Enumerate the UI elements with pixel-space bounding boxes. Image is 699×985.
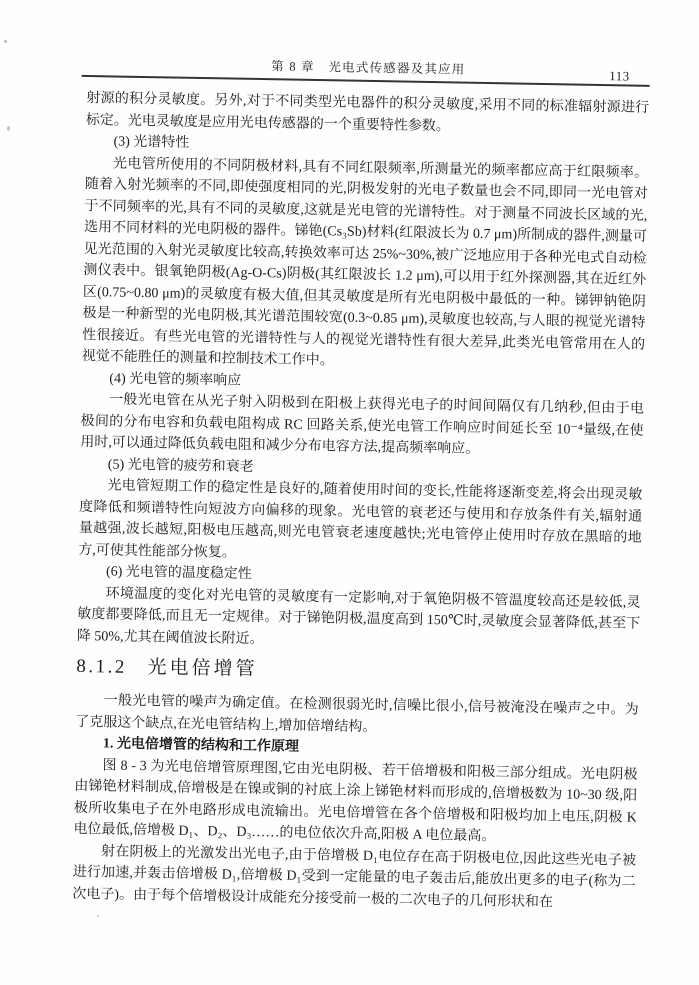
body-text	[72, 88, 649, 915]
body-paragraph: 射在阴极上的光激发出光电子,由于倍增极 D₁电位存在高于阴极电位,因此这些光电子被进行加速,并轰击倍增极 D₁,倍增极 D₁受到一定能量的电子轰击后,能放出更多的电子(称为二次电子)。由于每个倍增极设计成能充分接受前一极的二次电子的几何形状和在	[72, 843, 637, 910]
body-paragraph: 环境温度的变化对光电管的灵敏度有一定影响,对于氧铯阴极不管温度较高还是较低,灵敏度都要降低,而且无一定规律。对于锑铯阴极,温度高到 150℃时,灵敏度会显著降低,甚至下降 50%,尤其在阈值波长附近。	[76, 585, 641, 647]
section-heading	[76, 654, 639, 690]
scan-speck	[7, 126, 10, 131]
item-heading: (6) 光电管的温度稳定性	[105, 564, 252, 582]
body-paragraph: 光电管短期工作的稳定性是良好的,随着使用时间的变长,性能将逐渐变差,将会出现灵敏度降低和频谱特性向短波方向偏移的现象。光电管的衰老还与使用和存放条件有关,辐射通量越强,波长越短,阳极电压越高,则光电管衰老速度越快;光电管停止使用时存放在黑暗的地方,可使其性能部分恢复。	[78, 478, 643, 561]
item-heading: (4) 光电管的频率响应	[109, 370, 242, 389]
item-heading: (5) 光电管的疲劳和衰老	[107, 456, 254, 475]
item-heading: (3) 光谱特性	[113, 134, 190, 151]
section-title: 光电倍增管	[147, 657, 258, 681]
scan-speck	[97, 915, 99, 917]
body-paragraph: 图 8 - 3 为光电倍增管原理图,它由光电阴极、若干倍增极和阳极三部分组成。光电阴极由锑铯材料制成,倍增极是在镍或铜的衬底上涂上锑铯材料而形成的,倍增极数为 10~30 级,阳极所收集电子在外电路形成电流输出。光电倍增管在各个倍增极和阳极均加上电压,阴极 K 电位最低,倍增极 D₁、D₂、D₃……的电位依次升高,阳极 A 电位最高。	[73, 757, 638, 845]
body-paragraph: 射源的积分灵敏度。另外,对于不同类型光电器件的积分灵敏度,采用不同的标准辐射源进行标定。光电灵敏度是应用光电传感器的一个重要特性参数。	[85, 90, 650, 134]
body-paragraph: 光电管所使用的不同阴极材料,具有不同红限频率,所测量光的频率都应高于红限频率。随着入射光频率的不同,即使强度相同的光,阴极发射的光电子数量也会不同,即同一光电管对于不同频率的光,具有不同的灵敏度,这就是光电管的光谱特性。对于测量不同波长区域的光,选用不同材料的光电阴极的器件。锑铯(Cs₃Sb)材料(红限波长为 0.7 μm)所制成的器件,测量可见光范围的入射光灵敏度比较高,转换效率可达 25%~30%,被广泛地应用于各种光电式自动检测仪表中。银氧铯阴极(Ag-O-Cs)阴极(其红限波长 1.2 μm),可以用于红外探测器,其在近红外区(0.75~0.80 μm)的灵敏度有极大值,但其灵敏度是所有光电阴极中最低的一种。锑钾钠铯阴极是一种新型的光电阴极,其光谱范围较宽(0.3~0.85 μm),灵敏度也较高,与人眼的视觉光谱特性很接近。有些光电管的光谱特性与人的视觉光谱特性有很大差异,此类光电管常用在人的视觉不能胜任的测量和控制技术工作中。	[81, 155, 649, 369]
section-number: 8.1.2	[76, 655, 128, 678]
page-content	[72, 56, 650, 915]
subsection-heading: 1. 光电倍增管的结构和工作原理	[102, 736, 300, 755]
running-header-title: 第 8 章 光电式传感器及其应用	[271, 59, 466, 77]
page-number: 113	[609, 68, 630, 84]
body-paragraph: 一般光电管在从光子射入阴极到在阳极上获得光电子的时间间隔仅有几纳秒,但由于电极间的分布电容和负载电阻构成 RC 回路关系,使光电管工作响应时间延长至 10⁻⁴量级,在使用时,可以通过降低负载电阻和减少分布电容方法,提高频率响应。	[80, 392, 645, 457]
body-paragraph: 一般光电管的噪声为确定值。在检测很弱光时,信噪比很小,信号被淹没在噪声之中。为了克服这个缺点,在光电管结构上,增加倍增结构。	[75, 693, 639, 735]
scan-speck	[4, 40, 7, 43]
